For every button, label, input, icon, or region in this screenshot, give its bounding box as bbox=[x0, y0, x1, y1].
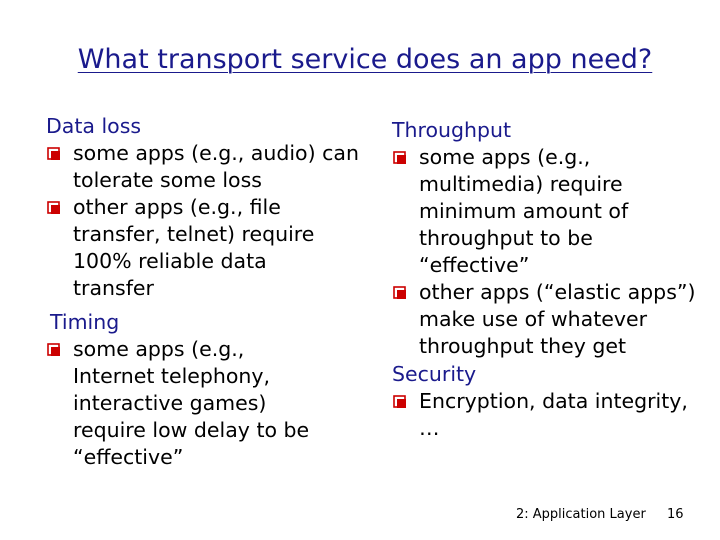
bullet-item bbox=[46, 140, 376, 194]
bullet-line: tolerate some loss bbox=[73, 168, 262, 192]
bullet-item bbox=[392, 144, 720, 279]
bullet-line: other apps (“elastic apps”) bbox=[419, 280, 696, 304]
bullet-line: multimedia) require bbox=[419, 172, 623, 196]
heading-throughput: Throughput bbox=[392, 118, 512, 142]
bullet-box-icon bbox=[393, 151, 406, 164]
bullet-line: Internet telephony, bbox=[73, 364, 271, 388]
heading-timing: Timing bbox=[50, 310, 120, 334]
bullet-box-icon bbox=[393, 286, 406, 299]
bullet-box-icon bbox=[47, 343, 60, 356]
bullet-line: “effective” bbox=[419, 253, 530, 277]
bullet-line: require low delay to be bbox=[73, 418, 310, 442]
bullet-line: transfer, telnet) require bbox=[73, 222, 315, 246]
bullet-item bbox=[46, 336, 376, 471]
bullet-box-icon bbox=[47, 201, 60, 214]
bullet-line: Encryption, data integrity, bbox=[419, 389, 688, 413]
bullet-line: “effective” bbox=[73, 445, 184, 469]
heading-security: Security bbox=[392, 362, 477, 386]
bullet-line: … bbox=[419, 416, 440, 440]
bullet-line: make use of whatever bbox=[419, 307, 648, 331]
bullet-box-icon bbox=[47, 147, 60, 160]
bullet-box-icon bbox=[393, 395, 406, 408]
heading-data-loss: Data loss bbox=[46, 114, 142, 138]
slide-title: What transport service does an app need? bbox=[77, 44, 653, 75]
left-column bbox=[46, 112, 376, 471]
bullet-line: throughput they get bbox=[419, 334, 627, 358]
bullet-line: some apps (e.g., bbox=[73, 337, 245, 361]
bullet-item bbox=[392, 388, 720, 442]
page-number: 16 bbox=[667, 507, 684, 522]
bullet-line: some apps (e.g., bbox=[419, 145, 591, 169]
bullet-line: some apps (e.g., audio) can bbox=[73, 141, 359, 165]
bullet-line: minimum amount of bbox=[419, 199, 629, 223]
bullet-line: interactive games) bbox=[73, 391, 267, 415]
bullet-item bbox=[46, 194, 376, 302]
footer-chapter-label: 2: Application Layer bbox=[516, 507, 646, 522]
bullet-line: 100% reliable data bbox=[73, 249, 267, 273]
right-column bbox=[392, 116, 720, 442]
bullet-line: throughput to be bbox=[419, 226, 593, 250]
bullet-line: transfer bbox=[73, 276, 154, 300]
bullet-item bbox=[392, 279, 720, 360]
bullet-line: other apps (e.g., file bbox=[73, 195, 281, 219]
